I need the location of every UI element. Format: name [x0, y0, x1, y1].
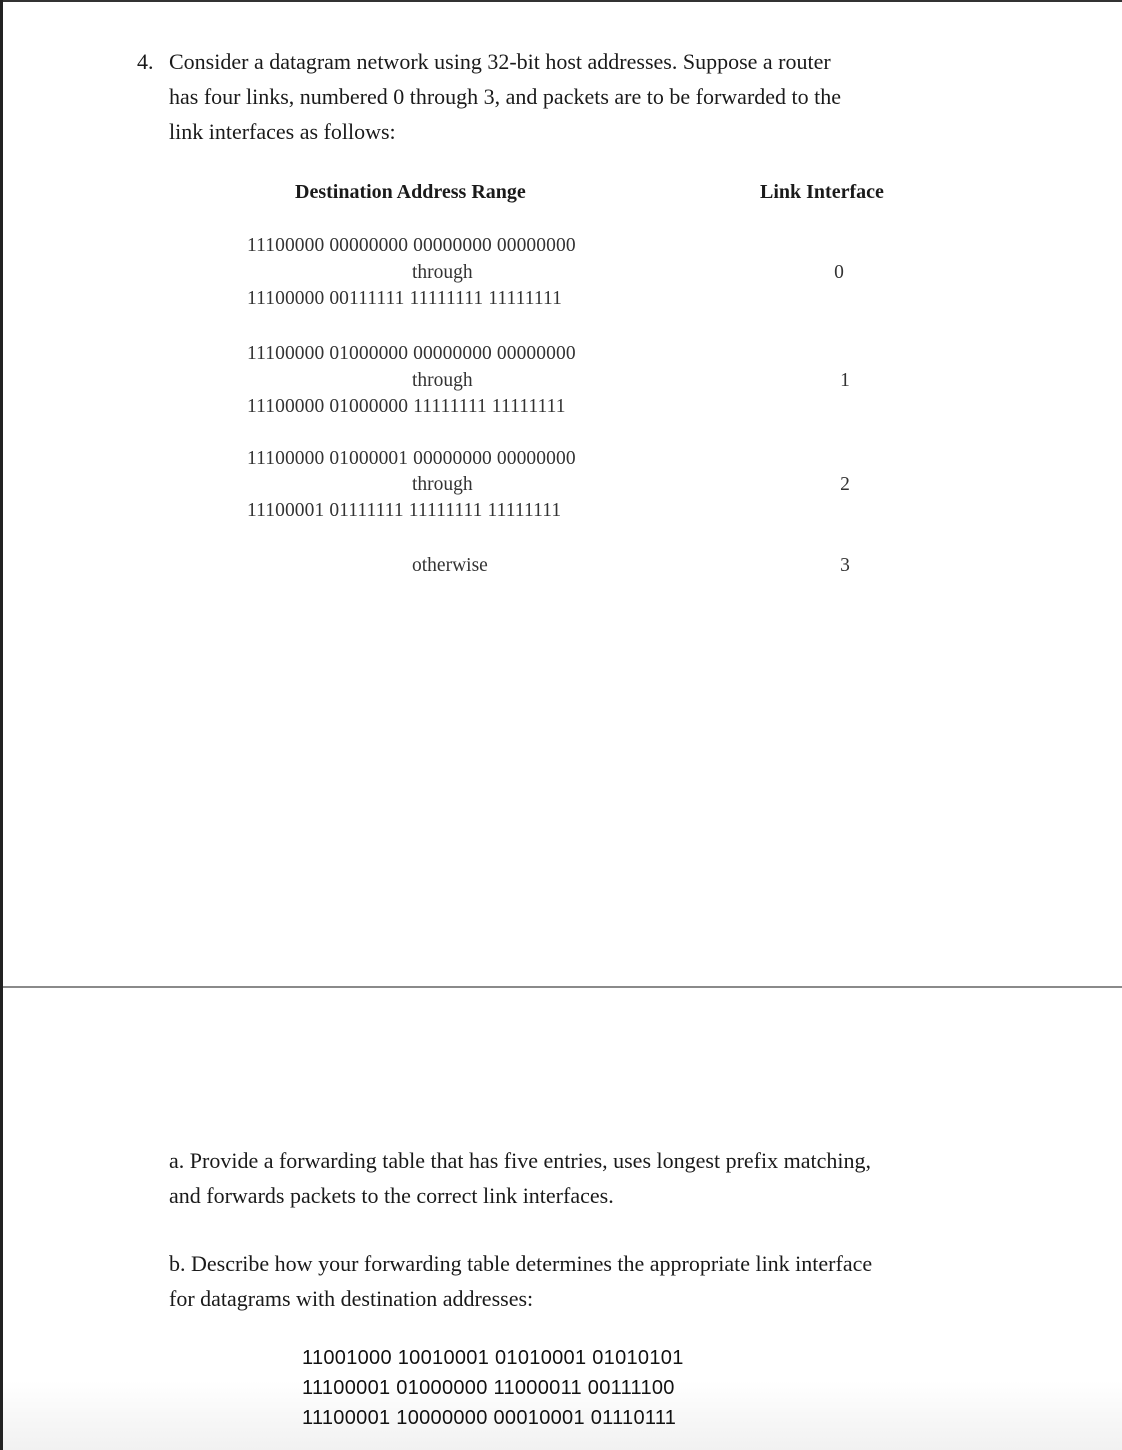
page-divider: [3, 986, 1122, 988]
destination-address-2: 11100001 01000000 11000011 00111100: [302, 1377, 675, 1399]
question-line-1: Consider a datagram network using 32-bit host addresses. Suppose a router: [169, 49, 831, 74]
range-otherwise: otherwise: [412, 555, 488, 576]
question-line-2: has four links, numbered 0 through 3, and packets are to be forwarded to the: [169, 84, 842, 109]
range-through-0: through: [412, 262, 473, 283]
range-through-1: through: [412, 370, 473, 391]
link-interface-0: 0: [834, 262, 844, 283]
range-end-1: 11100000 01000000 11111111 11111111: [247, 396, 566, 417]
header-link-interface: Link Interface: [760, 181, 884, 203]
question-line-3: link interfaces as follows:: [169, 119, 396, 144]
part-b-line-2: for datagrams with destination addresses:: [169, 1286, 534, 1311]
part-a-line-2: and forwards packets to the correct link interfaces.: [169, 1183, 614, 1208]
range-through-2: through: [412, 474, 473, 495]
part-b-line-1: b. Describe how your forwarding table determines the appropriate link interface: [169, 1251, 873, 1276]
page-top-edge: [3, 0, 1122, 2]
link-interface-2: 2: [840, 474, 850, 495]
link-interface-1: 1: [840, 370, 850, 391]
destination-address-1: 11001000 10010001 01010001 01010101: [302, 1347, 684, 1369]
range-start-2: 11100000 01000001 00000000 00000000: [247, 448, 576, 469]
range-end-2: 11100001 01111111 11111111 11111111: [247, 500, 562, 521]
range-start-0: 11100000 00000000 00000000 00000000: [247, 235, 576, 256]
link-interface-3: 3: [840, 555, 850, 576]
range-end-0: 11100000 00111111 11111111 11111111: [247, 288, 562, 309]
header-destination-range: Destination Address Range: [295, 181, 526, 203]
destination-address-3: 11100001 10000000 00010001 01110111: [302, 1407, 677, 1429]
part-a-line-1: a. Provide a forwarding table that has five entries, uses longest prefix matching,: [169, 1148, 871, 1173]
question-number: 4.: [137, 49, 154, 74]
range-start-1: 11100000 01000000 00000000 00000000: [247, 343, 576, 364]
